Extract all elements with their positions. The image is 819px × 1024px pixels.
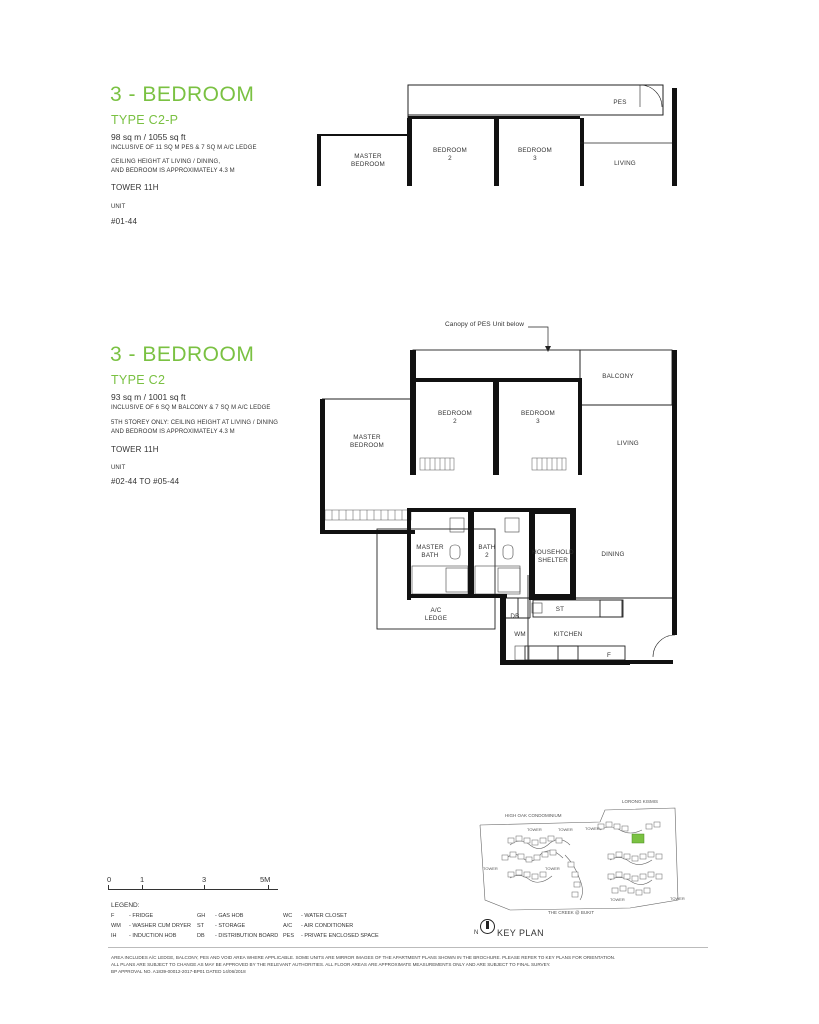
keyplan-tower-label: TOWER — [670, 896, 685, 901]
plan1-inclusive: INCLUSIVE OF 11 SQ M PES & 7 SQ M A/C LEDGE — [111, 145, 257, 151]
legend-table — [111, 913, 431, 943]
plan1-type: TYPE C2-P — [111, 113, 179, 127]
plan1-title: 3 - BEDROOM — [110, 83, 255, 106]
plan2-shelter-label: HOUSEHOLD SHELTER — [532, 549, 574, 564]
scale-tick-0: 0 — [107, 875, 112, 884]
canopy-label: Canopy of PES Unit below — [445, 321, 524, 328]
keyplan-tower-label: TOWER — [585, 826, 600, 831]
plan1-unit-value: #01-44 — [111, 217, 138, 226]
keyplan-creek-label: THE CREEK @ BUKIT — [548, 910, 595, 915]
footnote-line: ALL PLANS ARE SUBJECT TO CHANGE AS MAY BE APPROVED BY THE RELEVANT AUTHORITIES. ALL FLOOR AREAS ARE APPROXIMATE MEASUREMENTS ONLY AND ARE SUBJECT TO FINAL SURVEY. — [111, 961, 551, 967]
keyplan-lorong-label: LORONG KISMIS — [622, 799, 659, 804]
footnote-line: BP APPROVAL NO. A1839-00012-2017-BP01 DATED 14/06/2018 — [111, 968, 246, 974]
north-arrow-icon — [480, 919, 495, 934]
legend-row: F - FRIDGE GH - GAS HOB WC - WATER CLOSET — [111, 913, 348, 919]
plan2-fridge-label: F — [606, 652, 612, 659]
scale-tick-5: 5M — [260, 875, 271, 884]
plan2-bedroom3-label: BEDROOM 3 — [521, 410, 555, 425]
plan2-unit-label: UNIT — [111, 465, 126, 471]
plan1-pes-label: PES — [613, 99, 627, 106]
plan2-tower: TOWER 11H — [111, 445, 159, 454]
plan1-unit-label: UNIT — [111, 204, 126, 210]
keyplan-tower-label: TOWER — [483, 866, 498, 871]
plan1-floorplan — [300, 80, 690, 195]
plan2-wm-label: WM — [514, 631, 526, 638]
plan1-ceiling-2: AND BEDROOM IS APPROXIMATELY 4.3 M — [111, 168, 235, 174]
plan2-db-label: DB — [510, 613, 520, 620]
key-plan-map — [470, 800, 690, 925]
plan1-bedroom3-label: BEDROOM 3 — [518, 147, 552, 162]
keyplan-tower-label: TOWER — [545, 866, 560, 871]
footnote — [111, 955, 711, 976]
plan1-ceiling-1: CEILING HEIGHT AT LIVING / DINING, — [111, 159, 221, 165]
plan1-master-bedroom-label: MASTER BEDROOM — [351, 153, 385, 168]
north-label: N — [474, 930, 479, 936]
keyplan-highoak-label: HIGH OAK CONDOMINIUM — [505, 813, 562, 818]
plan2-bath2-label: BATH 2 — [478, 544, 496, 559]
plan2-balcony-label: BALCONY — [602, 373, 634, 380]
plan2-title: 3 - BEDROOM — [110, 343, 255, 366]
legend-row: IH - INDUCTION HOB DB - DISTRIBUTION BOARD PES - PRIVATE ENCLOSED SPACE — [111, 933, 379, 939]
scale-bar — [108, 875, 288, 895]
plan2-living-label: LIVING — [617, 440, 639, 447]
plan2-area: 93 sq m / 1001 sq ft — [111, 392, 186, 402]
plan2-master-bedroom-label: MASTER BEDROOM — [350, 434, 384, 449]
scale-tick-1: 1 — [140, 875, 145, 884]
plan1-area: 98 sq m / 1055 sq ft — [111, 132, 186, 142]
plan1-living-label: LIVING — [614, 160, 636, 167]
plan1-tower: TOWER 11H — [111, 183, 159, 192]
plan2-type: TYPE C2 — [111, 373, 166, 387]
footnote-line: AREA INCLUDES A/C LEDGE, BALCONY, PES AND VOID AREA WHERE APPLICABLE. SOME UNITS ARE MIRROR IMAGES OF THE APARTMENT PLANS SHOWN IN THE BROCHURE. PLEASE REFER TO KEY PLANS FOR ORIENTATION. — [111, 955, 616, 960]
plan2-unit-value: #02-44 TO #05-44 — [111, 477, 180, 486]
keyplan-tower-label: TOWER — [610, 897, 625, 902]
key-plan-title: KEY PLAN — [497, 928, 545, 938]
keyplan-tower-label: TOWER — [558, 827, 573, 832]
plan2-ac-ledge-label: A/C LEDGE — [424, 607, 448, 622]
plan1-bedroom2-label: BEDROOM 2 — [433, 147, 467, 162]
scale-tick-3: 3 — [202, 875, 207, 884]
plan2-inclusive: INCLUSIVE OF 6 SQ M BALCONY & 7 SQ M A/C LEDGE — [111, 405, 271, 411]
plan2-dining-label: DINING — [601, 551, 625, 558]
keyplan-tower-label: TOWER — [527, 827, 542, 832]
plan2-ceiling-1: 5TH STOREY ONLY: CEILING HEIGHT AT LIVING / DINING — [111, 420, 279, 426]
key-plan-highlight — [632, 834, 644, 843]
plan2-ceiling-2: AND BEDROOM IS APPROXIMATELY 4.3 M — [111, 429, 235, 435]
plan2-kitchen-label: KITCHEN — [553, 631, 583, 638]
plan2-st-label: ST — [555, 606, 565, 613]
footnote-divider — [108, 947, 708, 948]
legend-row: WM - WASHER CUM DRYER ST - STORAGE A/C - AIR CONDITIONER — [111, 923, 354, 929]
plan2-bedroom2-label: BEDROOM 2 — [438, 410, 472, 425]
legend-title: LEGEND: — [111, 902, 140, 909]
plan2-master-bath-label: MASTER BATH — [416, 544, 444, 559]
